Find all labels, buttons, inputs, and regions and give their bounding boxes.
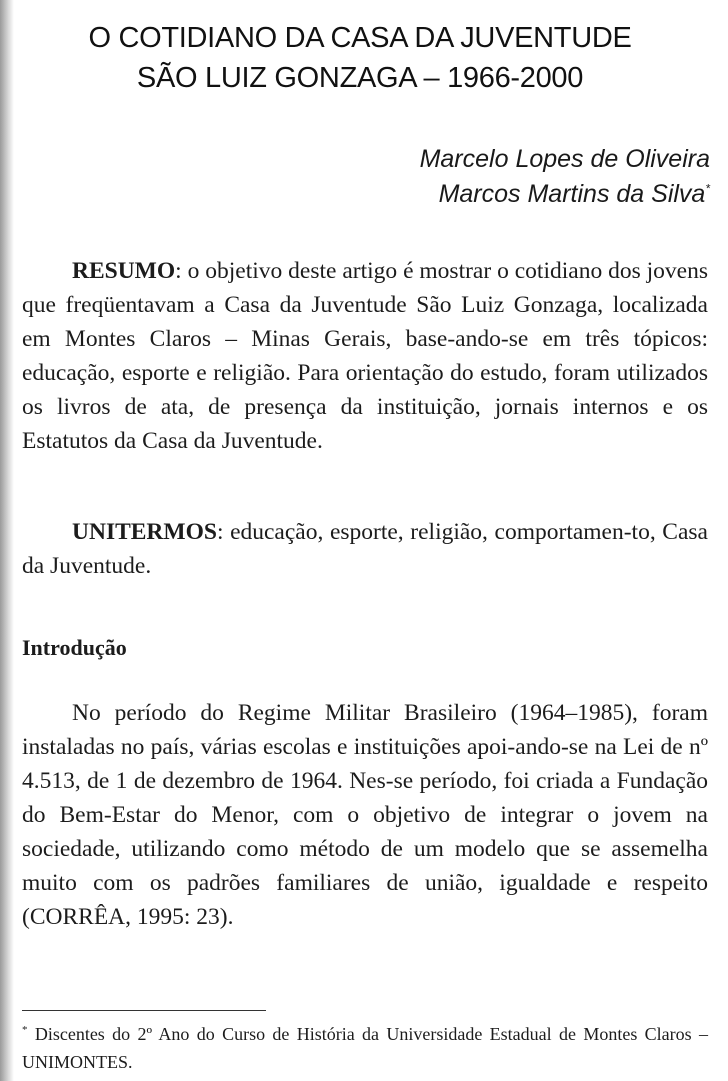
author-1-name: Marcelo Lopes de Oliveira bbox=[419, 145, 710, 173]
abstract-paragraph bbox=[22, 254, 708, 458]
author-2 bbox=[439, 179, 710, 209]
abstract-label: RESUMO bbox=[72, 258, 176, 284]
footnote-mark: * bbox=[22, 1024, 28, 1036]
article-title-line-2: SÃO LUIZ GONZAGA – 1966-2000 bbox=[136, 62, 584, 94]
footnote-rule bbox=[22, 1010, 266, 1011]
author-2-name: Marcos Martins da Silva bbox=[438, 180, 706, 208]
page-edge-shadow bbox=[0, 0, 14, 1081]
footnote bbox=[22, 1020, 708, 1076]
abstract-text: : o objetivo deste artigo é mostrar o cotidiano dos jovens que freqüentavam a Casa da Juventude São Luiz Gonzaga, localizada em Montes Claros – Minas Gerais, base-ando-se em três tópicos: educação, esporte e religião. Para orientação do estudo, foram utilizados os livros de ata, de presença da instituição, jornais internos e os Estatutos da Casa da Juventude. bbox=[22, 258, 708, 454]
section-heading-introducao: Introdução bbox=[22, 635, 127, 660]
footnote-text: Discentes do 2º Ano do Curso de História da Universidade Estadual de Montes Claros – UNIMONTES. bbox=[22, 1024, 708, 1072]
keywords-paragraph bbox=[22, 515, 708, 583]
author-1 bbox=[420, 144, 710, 174]
keywords-label: UNITERMOS bbox=[72, 519, 217, 545]
introduction-paragraph: No período do Regime Militar Brasileiro (1964–1985), foram instaladas no país, várias escolas e instituições apoi-ando-se na Lei de nº 4.513, de 1 de dezembro de 1964. Nes-se período, foi criada a Fundação do Bem-Estar do Menor, com o objetivo de integrar o jovem na sociedade, utilizando como método de um modelo que se assemelha muito com os padrões familiares de união, igualdade e respeito (CORRÊA, 1995: 23). bbox=[22, 700, 708, 930]
keywords-text: : educação, esporte, religião, comportamen-to, Casa da Juventude. bbox=[22, 519, 708, 579]
author-2-footnote-mark: * bbox=[705, 181, 710, 196]
article-title-line-1: O COTIDIANO DA CASA DA JUVENTUDE bbox=[88, 22, 632, 54]
